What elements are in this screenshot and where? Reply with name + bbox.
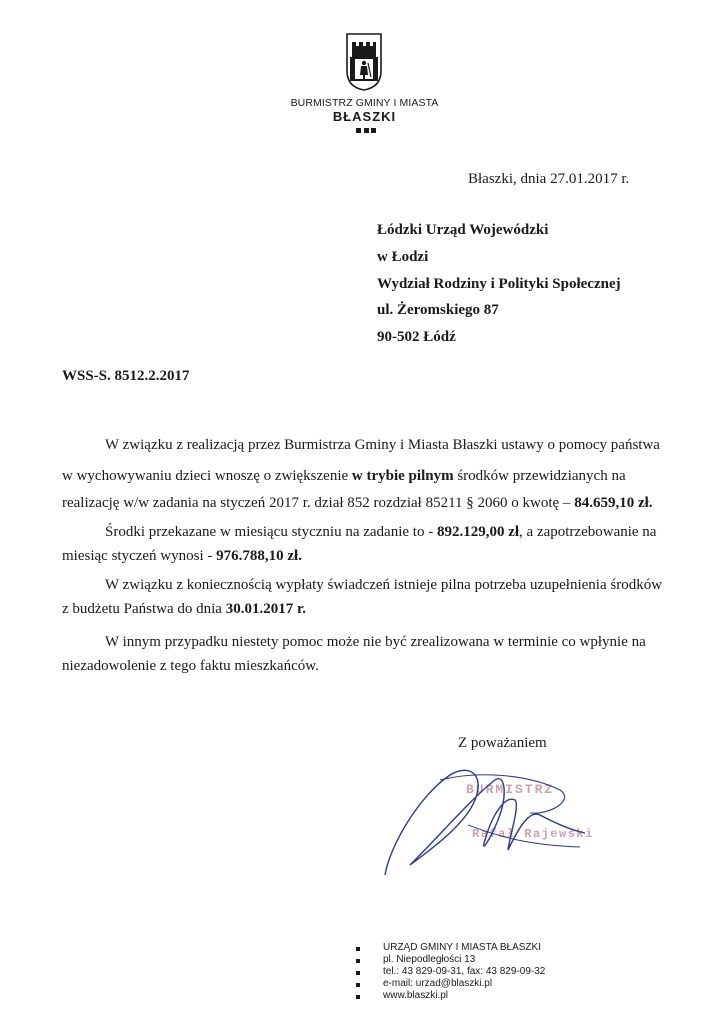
header-office-title: BURMISTRZ GMINY I MIASTA (290, 97, 439, 109)
closing-salutation: Z poważaniem (458, 735, 547, 751)
date-line: Błaszki, dnia 27.01.2017 r. (468, 171, 630, 187)
footer-website-link[interactable]: www.blaszki.pl (383, 990, 449, 1001)
footer-bullet (356, 983, 360, 987)
footer-phone: tel.: 43 829-09-31, fax: 43 829-09-32 (383, 966, 546, 977)
coat-of-arms-crest (346, 33, 382, 91)
footer-bullet (356, 995, 360, 999)
body-p2-line1: Środki przekazane w miesiącu styczniu na zadanie to - 892.129,00 zł, a zapotrzebowanie na (105, 524, 657, 540)
handwritten-signature (380, 755, 590, 885)
body-p3-line2: z budżetu Państwa do dnia 30.01.2017 r. (62, 601, 306, 617)
body-p1-line2: w wychowywaniu dzieci wnoszę o zwiększenie w trybie pilnym środków przewidzianych na (62, 468, 626, 484)
header-divider-dots (356, 128, 376, 134)
stamp-title: BURMISTRZ (466, 782, 555, 797)
footer-bullet (356, 947, 360, 951)
recipient-line-2: w Łodzi (377, 249, 429, 265)
header-town-name: BŁASZKI (332, 109, 397, 124)
stamp-name: Rafał Rajewski (472, 827, 594, 841)
body-p1-line3: realizację w/w zadania na styczeń 2017 r. dział 852 rozdział 85211 § 2060 o kwotę – 84.659,10 zł. (62, 495, 653, 511)
body-p4-line1: W innym przypadku niestety pomoc może nie być zrealizowana w terminie co wpłynie na (105, 634, 646, 650)
body-p2-line2: miesiąc styczeń wynosi - 976.788,10 zł. (62, 548, 302, 564)
recipient-line-4: ul. Żeromskiego 87 (377, 302, 499, 318)
body-p4-line2: niezadowolenie z tego faktu mieszkańców. (62, 658, 319, 674)
recipient-line-3: Wydział Rodziny i Polityki Społecznej (377, 276, 621, 292)
footer-email-link[interactable]: e-mail: urzad@blaszki.pl (383, 978, 493, 989)
footer-address: pl. Niepodległości 13 (383, 954, 476, 965)
recipient-line-5: 90-502 Łódź (377, 329, 456, 345)
body-p1-line1: W związku z realizacją przez Burmistrza Gminy i Miasta Błaszki ustawy o pomocy państwa (105, 437, 660, 453)
body-p3-line1: W związku z koniecznością wypłaty świadczeń istnieje pilna potrzeba uzupełnienia środków (105, 577, 663, 593)
reference-number: WSS-S. 8512.2.2017 (62, 368, 190, 384)
footer-office-name: URZĄD GMINY I MIASTA BŁASZKI (383, 942, 541, 953)
recipient-line-1: Łódzki Urząd Wojewódzki (377, 222, 549, 238)
footer-bullet (356, 971, 360, 975)
footer-bullet (356, 959, 360, 963)
